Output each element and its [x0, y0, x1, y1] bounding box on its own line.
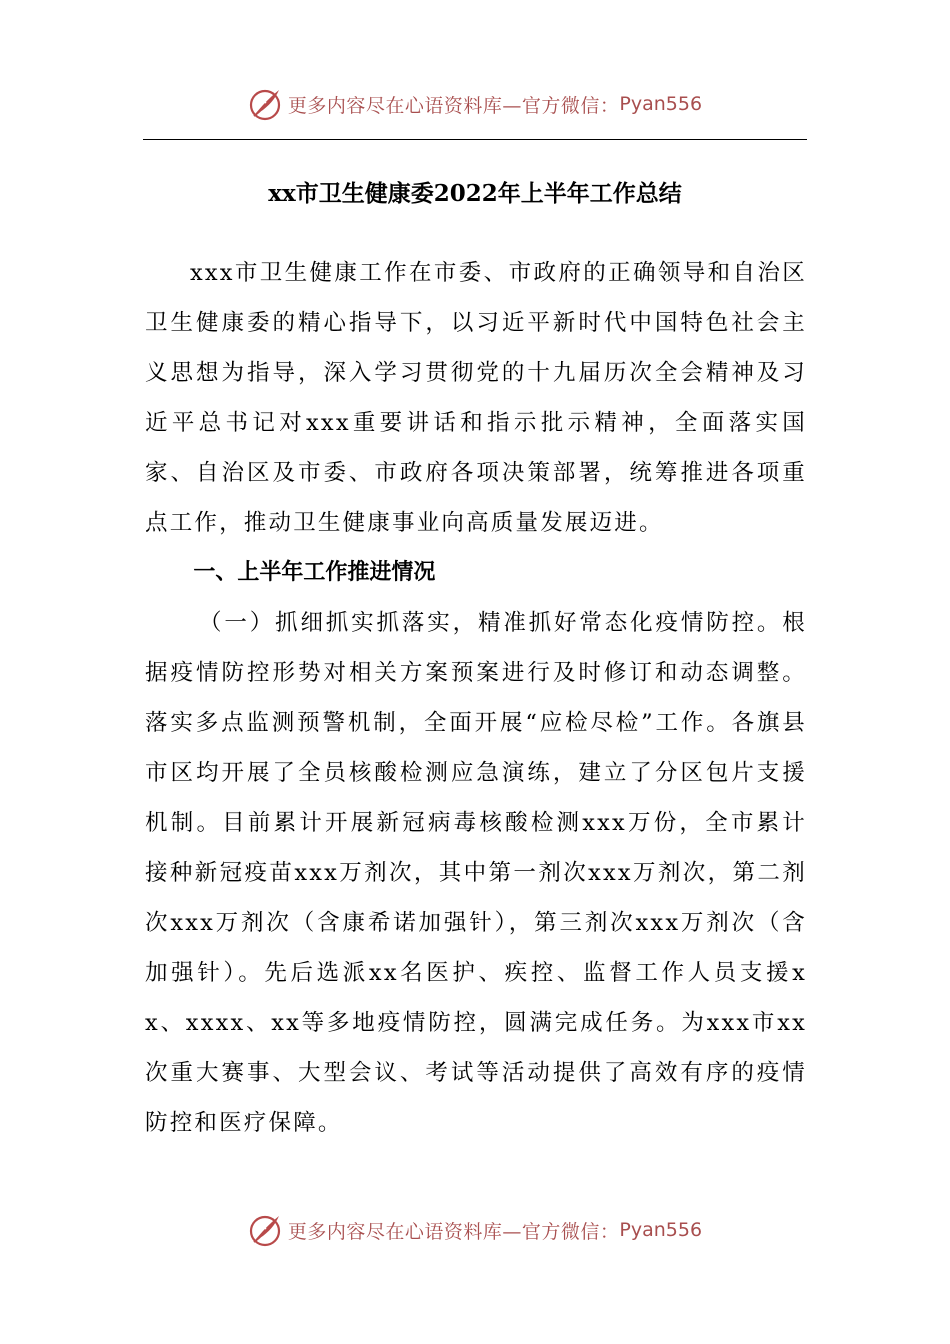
header-divider: [143, 139, 807, 140]
quill-pen-logo-icon: [248, 1212, 284, 1248]
quill-pen-logo-icon: [248, 86, 284, 122]
section-heading: 一、上半年工作推进情况: [193, 560, 436, 585]
watermark-handle: Pyan556: [619, 1219, 703, 1241]
watermark-text: 更多内容尽在心语资料库—官方微信：: [287, 94, 620, 117]
watermark-text: 更多内容尽在心语资料库—官方微信：: [287, 1220, 620, 1243]
watermark-handle: Pyan556: [619, 93, 703, 115]
page-title: xx市卫生健康委2022年上半年工作总结: [268, 180, 682, 207]
section-paragraph: （一）抓细抓实抓落实，精准抓好常态化疫情防控。根据疫情防控形势对相关方案预案进行及时修订和动态调整。落实多点监测预警机制，全面开展“应检尽检”工作。各旗县市区均开展了全员核酸检测应急演练，建立了分区包片支援机制。目前累计开展新冠病毒核酸检测xxx万份，全市累计接种新冠疫苗xxx万剂次，其中第一剂次xxx万剂次，第二剂次xxx万剂次（含康希诺加强针），第三剂次xxx万剂次（含加强针）。先后选派xx名医护、疾控、监督工作人员支援xx、xxxx、xx等多地疫情防控，圆满完成任务。为xxx市xx次重大赛事、大型会议、考试等活动提供了高效有序的疫情防控和医疗保障。: [145, 610, 807, 1136]
header-watermark: [0, 84, 950, 124]
intro-paragraph: xxx市卫生健康工作在市委、市政府的正确领导和自治区卫生健康委的精心指导下，以习近平新时代中国特色社会主义思想为指导，深入学习贯彻党的十九届历次全会精神及习近平总书记对xxx重要讲话和指示批示精神，全面落实国家、自治区及市委、市政府各项决策部署，统筹推进各项重点工作，推动卫生健康事业向高质量发展迈进。: [145, 260, 807, 536]
footer-watermark: [0, 1210, 950, 1250]
document-body: [145, 248, 807, 1148]
